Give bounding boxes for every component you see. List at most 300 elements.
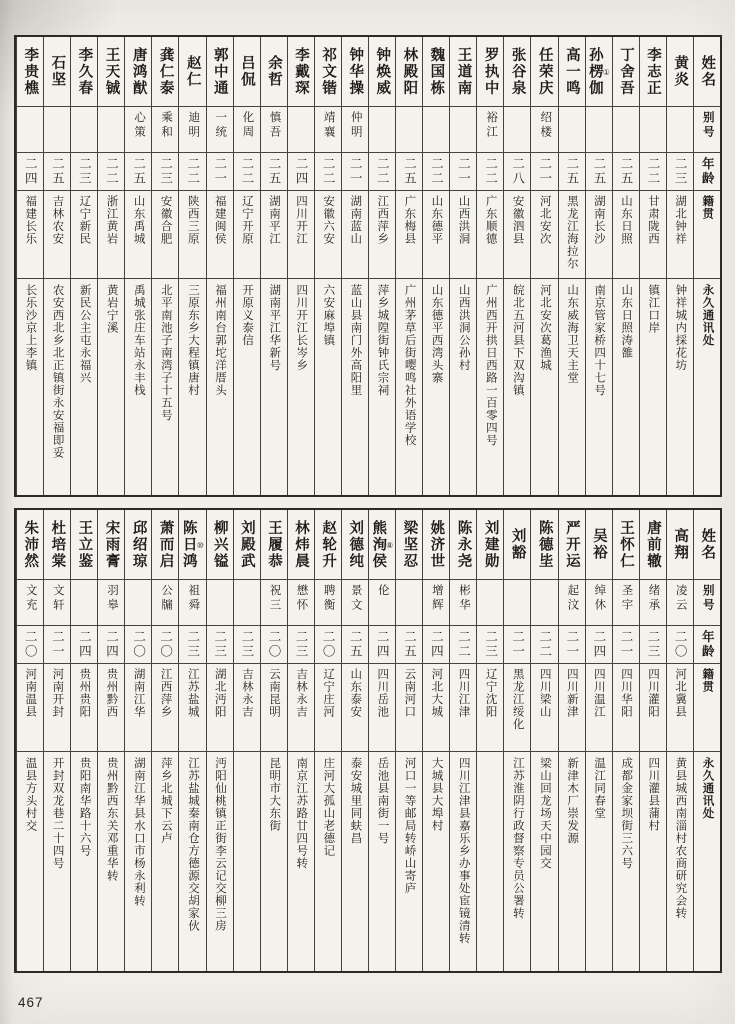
person-name: 高一鸣	[563, 46, 580, 97]
directory-table-bottom	[14, 508, 722, 973]
person-address: 萍乡北城下云卢	[159, 757, 172, 845]
footnote-mark: ⑩	[195, 540, 205, 550]
person-name: 钟华操	[347, 46, 364, 97]
person-age-cell	[423, 626, 449, 664]
person-column	[639, 37, 666, 495]
person-alias-cell	[315, 107, 341, 153]
person-alias-cell	[71, 580, 97, 626]
person-name: 刘豁	[509, 528, 526, 561]
person-age: 二二	[104, 157, 119, 186]
person-native-cell	[44, 191, 70, 279]
person-name-cell	[152, 37, 178, 107]
person-alias: 景文	[349, 584, 362, 613]
person-column	[476, 510, 503, 971]
person-alias-cell	[613, 107, 639, 153]
person-alias-cell	[207, 107, 233, 153]
person-native-cell	[450, 664, 476, 752]
person-alias-cell	[98, 580, 124, 626]
person-native-place: 陕西三原	[186, 195, 199, 245]
person-name: 吴裕	[590, 528, 607, 561]
person-name-cell	[179, 37, 205, 107]
person-name-cell	[450, 37, 476, 107]
person-native-cell	[369, 191, 395, 279]
person-name: 王道南	[455, 46, 472, 97]
person-name: 刘建勋	[482, 519, 499, 570]
person-native-cell	[152, 191, 178, 279]
person-alias: 迪明	[187, 111, 200, 140]
person-name-cell	[423, 37, 449, 107]
person-alias-cell	[179, 107, 205, 153]
person-age-cell	[450, 626, 476, 664]
person-column	[612, 510, 639, 971]
person-column	[70, 510, 97, 971]
person-address-cell	[17, 279, 43, 495]
person-age-cell	[531, 626, 557, 664]
person-name: 余哲	[265, 55, 282, 88]
person-age: 二一	[564, 630, 579, 659]
person-age: 二三	[185, 630, 200, 659]
person-column	[97, 37, 124, 495]
person-alias-cell	[369, 580, 395, 626]
person-age: 二四	[23, 157, 38, 186]
person-native-cell	[531, 191, 557, 279]
person-native-cell	[98, 191, 124, 279]
person-name-cell	[396, 510, 422, 580]
person-name: 王履恭	[265, 519, 282, 570]
person-name: 孙楞伽	[586, 46, 603, 97]
person-column	[70, 37, 97, 495]
person-age-cell	[179, 626, 205, 664]
person-age: 二三	[158, 157, 173, 186]
person-column	[585, 37, 612, 495]
person-name-cell	[477, 510, 503, 580]
person-name: 王天铖	[103, 46, 120, 97]
person-address-cell	[342, 279, 368, 495]
person-address-cell	[423, 279, 449, 495]
person-name-cell	[640, 510, 666, 580]
person-address-cell	[531, 752, 557, 971]
person-name-cell	[342, 510, 368, 580]
person-name: 杜培棠	[49, 519, 66, 570]
person-address: 温江同春堂	[593, 757, 606, 820]
person-column	[124, 37, 151, 495]
person-column	[124, 510, 151, 971]
person-address-cell	[234, 279, 260, 495]
person-column	[639, 510, 666, 971]
person-age-cell	[369, 626, 395, 664]
person-name: 李戴琛	[293, 46, 310, 97]
person-address: 四川灌县蒲村	[647, 757, 660, 832]
person-address: 江苏盐城秦南仓方德源交胡家伙	[186, 757, 199, 932]
person-native-place: 四川梁山	[538, 668, 551, 718]
person-column	[476, 37, 503, 495]
person-native-place: 湖南长沙	[592, 195, 605, 245]
person-native-cell	[152, 664, 178, 752]
person-name: 祁文锴	[320, 46, 337, 97]
person-age-cell	[342, 153, 368, 191]
person-age: 二三	[212, 630, 227, 659]
person-name: 严开运	[563, 519, 580, 570]
person-column	[314, 510, 341, 971]
person-address: 河口一等邮局转峤山寄庐	[403, 757, 416, 895]
person-address-cell	[207, 279, 233, 495]
person-native-cell	[423, 191, 449, 279]
person-age: 二一	[348, 157, 363, 186]
person-address: 广州茅草后街嘤鸣社外语学校	[403, 284, 416, 447]
person-native-cell	[450, 191, 476, 279]
header-alias-label: 别号	[694, 580, 720, 626]
person-age-cell	[44, 626, 70, 664]
person-address-cell	[667, 752, 693, 971]
person-age: 二二	[456, 630, 471, 659]
person-address-cell	[369, 279, 395, 495]
person-alias: 彬华	[458, 584, 470, 613]
person-native-place: 云南河口	[403, 668, 416, 718]
person-address: 昆明市大东街	[268, 757, 281, 832]
person-name: 吕侃	[238, 55, 255, 88]
person-alias-cell	[152, 580, 178, 626]
person-age: 二五	[348, 630, 363, 659]
person-name-cell	[423, 510, 449, 580]
person-alias-cell	[71, 107, 97, 153]
person-native-cell	[586, 664, 612, 752]
person-address-cell	[450, 279, 476, 495]
person-native-place: 江西萍乡	[159, 668, 172, 718]
person-address: 四川江津县嘉乐乡办事处宦镜清转	[457, 757, 470, 945]
person-alias: 起汶	[566, 584, 579, 613]
person-age-cell	[98, 153, 124, 191]
header-native-label: 籍贯	[694, 664, 720, 752]
person-age-cell	[640, 153, 666, 191]
person-native-cell	[559, 191, 585, 279]
person-age-cell	[261, 153, 287, 191]
person-age-cell	[288, 153, 314, 191]
person-address-cell	[261, 279, 287, 495]
person-address-cell	[504, 752, 530, 971]
person-native-cell	[288, 664, 314, 752]
person-age: 二二	[429, 157, 444, 186]
person-name: 朱沛然	[22, 519, 39, 570]
person-native-place: 河北冀县	[674, 668, 687, 718]
person-column	[503, 37, 530, 495]
person-name-cell	[17, 37, 43, 107]
person-age: 二一	[618, 630, 633, 659]
person-name-cell	[179, 510, 205, 580]
person-column	[206, 37, 233, 495]
person-address-cell	[613, 752, 639, 971]
person-name-cell	[44, 510, 70, 580]
person-alias: 懋怀	[295, 584, 308, 613]
person-address-cell	[207, 752, 233, 971]
person-address: 庄河大孤山老德记	[322, 757, 335, 857]
person-address: 大城县大埠村	[430, 757, 443, 832]
person-age: 二四	[591, 630, 606, 659]
person-native-place: 四川开江	[295, 195, 308, 245]
person-native-place: 湖南江华	[132, 668, 145, 718]
person-address-cell	[342, 752, 368, 971]
person-address: 山东威海卫天主堂	[566, 284, 579, 384]
person-age: 二三	[239, 630, 254, 659]
person-name: 龚仁泰	[157, 46, 174, 97]
person-alias-cell	[504, 580, 530, 626]
person-native-cell	[613, 191, 639, 279]
directory-table-top	[14, 35, 722, 497]
person-native-cell	[342, 664, 368, 752]
person-native-place: 湖南蓝山	[349, 195, 362, 245]
person-alias: 仲明	[349, 111, 362, 140]
person-alias-cell	[477, 107, 503, 153]
person-alias: 羽皋	[105, 584, 118, 613]
person-alias-cell	[504, 107, 530, 153]
person-address-cell	[423, 752, 449, 971]
person-column	[178, 510, 205, 971]
person-address: 黄县城西南淄村农商研究会转	[674, 757, 687, 920]
person-name: 李贵樵	[22, 46, 39, 97]
person-age-cell	[179, 153, 205, 191]
person-address-cell	[315, 279, 341, 495]
person-address-cell	[288, 279, 314, 495]
person-column	[341, 510, 368, 971]
person-address: 湖南平江华新号	[268, 284, 281, 372]
person-alias-cell	[640, 580, 666, 626]
person-age-cell	[71, 153, 97, 191]
person-name-cell	[504, 37, 530, 107]
person-age: 二五	[402, 630, 417, 659]
person-age: 二五	[591, 157, 606, 186]
person-native-place: 四川江津	[457, 668, 470, 718]
person-alias: 文轩	[51, 584, 64, 613]
person-age-cell	[44, 153, 70, 191]
person-age: 二五	[402, 157, 417, 186]
person-address: 三原东乡大程镇唐村	[186, 284, 199, 397]
person-native-cell	[125, 664, 151, 752]
person-name-cell	[17, 510, 43, 580]
person-age: 二〇	[673, 630, 688, 659]
person-column	[178, 37, 205, 495]
footnote-mark: ①	[601, 67, 611, 77]
person-name-cell	[613, 37, 639, 107]
person-alias: 慎吾	[268, 111, 281, 140]
person-age: 二〇	[158, 630, 173, 659]
person-alias-cell	[125, 107, 151, 153]
person-alias-cell	[369, 107, 395, 153]
person-native-cell	[342, 191, 368, 279]
person-native-place: 安徽六安	[322, 195, 335, 245]
person-name: 姚济世	[428, 519, 445, 570]
person-native-cell	[640, 191, 666, 279]
person-address-cell	[152, 279, 178, 495]
person-column	[558, 37, 585, 495]
person-age-cell	[17, 626, 43, 664]
person-name: 李志正	[645, 46, 662, 97]
person-age: 二一	[50, 630, 65, 659]
person-address: 新民公主屯永福兴	[78, 284, 91, 384]
person-name-cell	[288, 37, 314, 107]
person-address-cell	[179, 752, 205, 971]
person-native-place: 辽宁庄河	[322, 668, 335, 718]
person-alias: 凌云	[674, 584, 687, 613]
person-column	[612, 37, 639, 495]
person-name: 罗执中	[482, 46, 499, 97]
row-header-column	[693, 510, 720, 971]
person-name: 赵轮升	[320, 519, 337, 570]
person-alias-cell	[423, 107, 449, 153]
person-alias-cell	[559, 580, 585, 626]
person-column	[530, 37, 557, 495]
person-address: 江苏淮阴行政督察专员公署转	[511, 757, 524, 920]
person-age: 二八	[510, 157, 525, 186]
person-age-cell	[423, 153, 449, 191]
person-alias: 心策	[133, 111, 146, 140]
person-alias-cell	[152, 107, 178, 153]
person-name-cell	[315, 37, 341, 107]
person-age: 二四	[429, 630, 444, 659]
person-native-cell	[477, 664, 503, 752]
person-alias: 祖舜	[187, 584, 200, 613]
person-native-place: 四川新津	[565, 668, 578, 718]
person-column	[503, 510, 530, 971]
person-name-cell	[125, 37, 151, 107]
person-age-cell	[207, 626, 233, 664]
person-alias-cell	[450, 107, 476, 153]
person-address: 蓝山县南门外高阳里	[349, 284, 362, 397]
person-native-place: 河南温县	[24, 668, 37, 718]
person-address: 温县方头村交	[24, 757, 37, 832]
person-alias-cell	[17, 580, 43, 626]
person-native-cell	[640, 664, 666, 752]
person-native-place: 四川温江	[592, 668, 605, 718]
person-native-place: 福建长乐	[24, 195, 37, 245]
person-age-cell	[98, 626, 124, 664]
person-age-cell	[369, 153, 395, 191]
person-column	[16, 37, 43, 495]
person-age: 二一	[212, 157, 227, 186]
person-age: 二〇	[321, 630, 336, 659]
person-alias-cell	[586, 580, 612, 626]
person-name-cell	[559, 37, 585, 107]
person-address-cell	[71, 752, 97, 971]
person-alias-cell	[559, 107, 585, 153]
person-native-place: 广东梅县	[403, 195, 416, 245]
person-native-cell	[98, 664, 124, 752]
person-column	[395, 510, 422, 971]
person-alias-cell	[288, 107, 314, 153]
person-name: 梁坚忍	[401, 519, 418, 570]
person-alias-cell	[531, 580, 557, 626]
person-age-cell	[477, 626, 503, 664]
person-native-place: 河北安次	[538, 195, 551, 245]
person-alias-cell	[477, 580, 503, 626]
person-age: 二二	[646, 157, 661, 186]
person-alias: 乘和	[160, 111, 173, 140]
person-native-place: 甘肃陇西	[647, 195, 660, 245]
person-age: 二二	[185, 157, 200, 186]
person-alias-cell	[586, 107, 612, 153]
person-address-cell	[369, 752, 395, 971]
person-alias: 增辉	[430, 584, 443, 613]
person-native-place: 河南开封	[51, 668, 64, 718]
person-name-cell	[207, 37, 233, 107]
person-age: 二三	[483, 630, 498, 659]
person-address: 四川开江长岑乡	[295, 284, 308, 372]
person-alias: 圣宇	[620, 584, 633, 613]
person-alias-cell	[396, 107, 422, 153]
person-name-cell	[586, 37, 612, 107]
person-name: 郭中通	[211, 46, 228, 97]
person-native-place: 贵州黔西	[105, 668, 118, 718]
person-age: 二五	[266, 157, 281, 186]
person-alias: 文充	[24, 584, 37, 613]
person-alias-cell	[342, 580, 368, 626]
person-native-place: 山东日照	[619, 195, 632, 245]
person-native-place: 黑龙江绥化	[511, 668, 524, 731]
header-address-label: 永久通讯处	[701, 757, 714, 820]
person-address: 北平南池子南湾子十五号	[159, 284, 172, 422]
person-alias-cell	[613, 580, 639, 626]
person-address: 皖北五河县下双沟镇	[511, 284, 524, 397]
person-address-cell	[640, 279, 666, 495]
header-name-label: 姓名	[694, 510, 720, 580]
header-address-label: 永久通讯处	[701, 284, 714, 347]
person-alias-cell	[98, 107, 124, 153]
person-native-place: 山东德平	[430, 195, 443, 245]
person-age-cell	[450, 153, 476, 191]
person-address-cell	[315, 752, 341, 971]
person-native-cell	[234, 191, 260, 279]
row-header-column	[693, 37, 720, 495]
person-alias-cell	[234, 580, 260, 626]
person-address: 长乐沙京上李镇	[24, 284, 37, 372]
person-native-cell	[504, 191, 530, 279]
person-age: 二二	[375, 157, 390, 186]
person-address-cell	[234, 752, 260, 971]
person-name: 邱绍琼	[130, 519, 147, 570]
person-native-cell	[396, 191, 422, 279]
person-address-cell	[477, 279, 503, 495]
person-name-cell	[531, 510, 557, 580]
person-name: 唐前辙	[645, 519, 662, 570]
person-address-cell	[559, 279, 585, 495]
person-name: 陈德坒	[536, 519, 553, 570]
person-address-cell	[640, 752, 666, 971]
person-alias-cell	[125, 580, 151, 626]
person-name: 柳兴镒	[211, 519, 228, 570]
person-column	[260, 510, 287, 971]
person-address-cell	[477, 752, 503, 971]
header-age-label: 年龄	[694, 153, 720, 191]
person-native-place: 吉林农安	[51, 195, 64, 245]
person-column	[422, 37, 449, 495]
person-alias: 绪承	[647, 584, 660, 613]
person-age-cell	[71, 626, 97, 664]
person-column	[260, 37, 287, 495]
person-age-cell	[207, 153, 233, 191]
person-alias-cell	[531, 107, 557, 153]
person-name-cell	[613, 510, 639, 580]
header-native-label: 籍贯	[694, 191, 720, 279]
person-address-cell	[586, 279, 612, 495]
person-native-cell	[17, 191, 43, 279]
person-column	[233, 37, 260, 495]
person-native-cell	[423, 664, 449, 752]
person-native-place: 云南昆明	[267, 668, 280, 718]
person-address-cell	[98, 752, 124, 971]
person-name-cell	[477, 37, 503, 107]
person-age: 二二	[239, 157, 254, 186]
person-name: 钟焕威	[374, 46, 391, 97]
person-address: 禹城张庄车站永丰栈	[132, 284, 145, 397]
person-address-cell	[396, 279, 422, 495]
